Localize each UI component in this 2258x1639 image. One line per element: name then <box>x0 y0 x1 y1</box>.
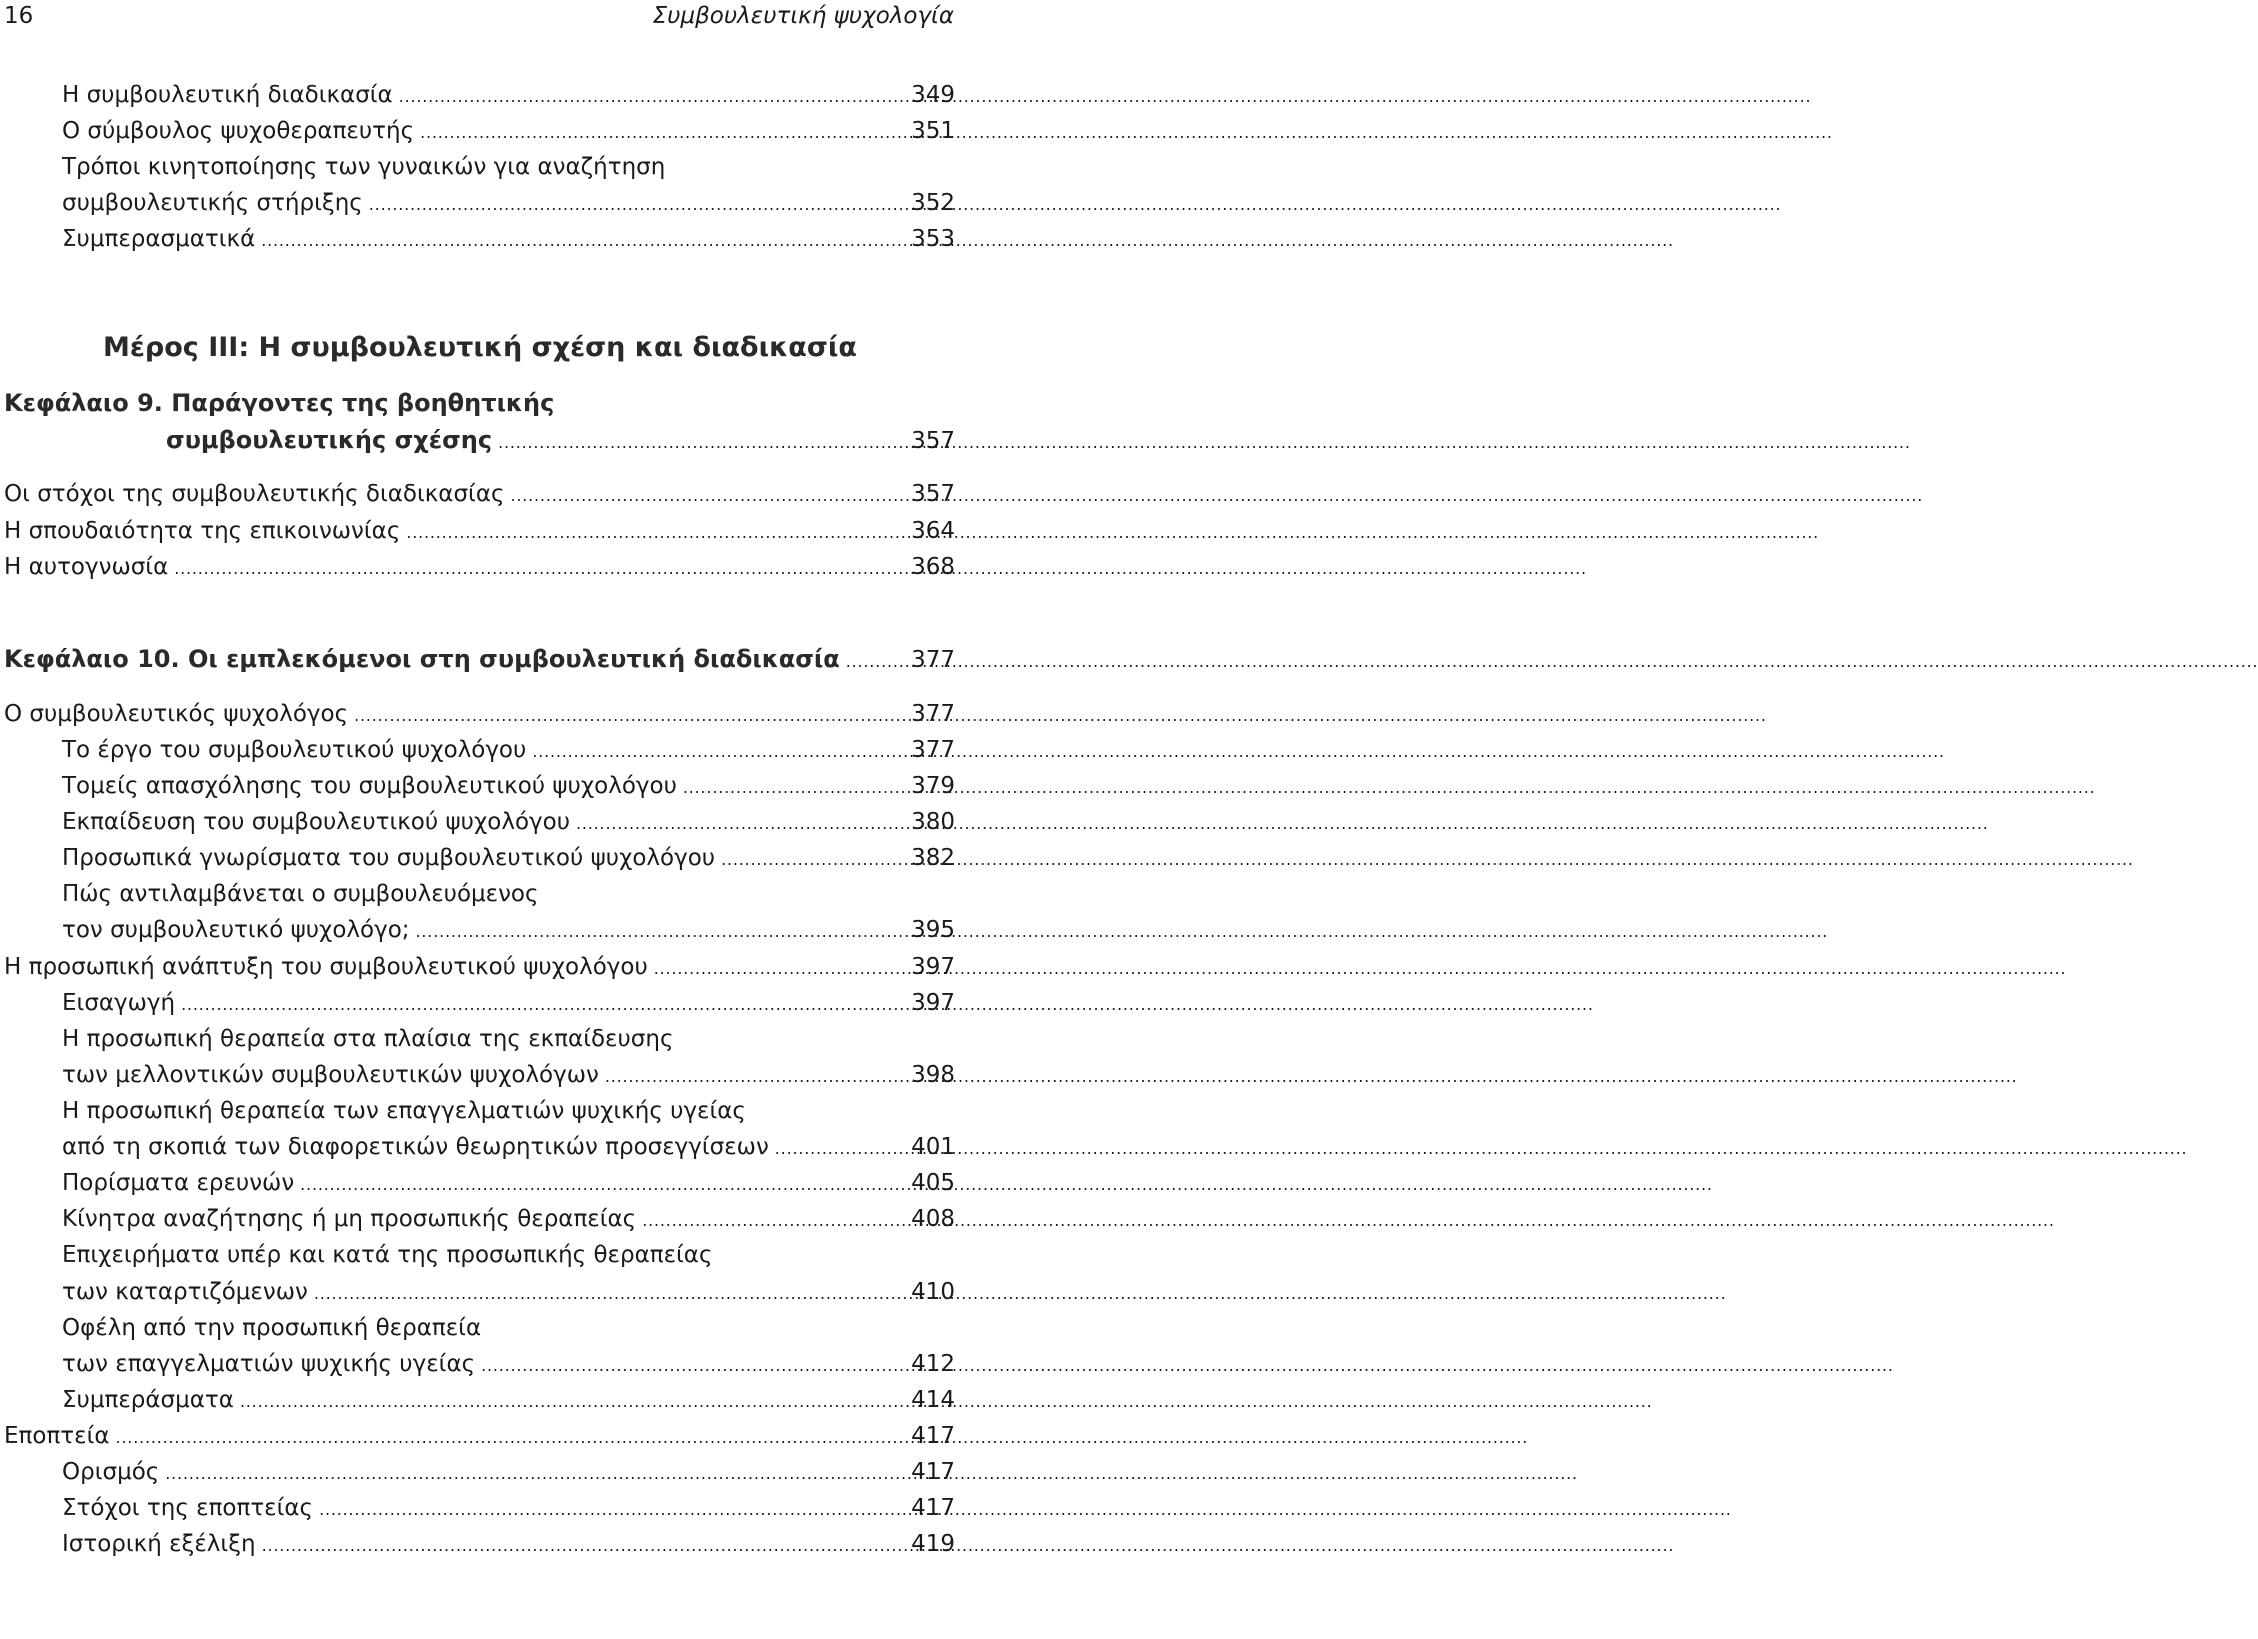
toc-entry[interactable]: Η αυτογνωσία ..... 368 <box>4 548 955 586</box>
chapter-10-entry[interactable]: Κεφάλαιο 10. Οι εμπλεκόμενοι στη συμβουλευτική διαδικασία ..... 377 <box>4 640 955 678</box>
toc-entry-line1[interactable]: Τρόποι κινητοποίησης των γυναικών για αναζήτηση <box>62 154 666 180</box>
toc-entry[interactable]: Προσωπικά γνωρίσματα του συμβουλευτικού ψυχολόγου ..... 382 <box>62 839 955 877</box>
running-title: Συμβουλευτική ψυχολογία <box>652 3 954 29</box>
toc-entry-line1[interactable]: Η προσωπική θεραπεία των επαγγελματιών ψυχικής υγείας <box>62 1098 746 1124</box>
toc-entry-line1[interactable]: Η προσωπική θεραπεία στα πλαίσια της εκπαίδευσης <box>62 1026 674 1052</box>
toc-entry[interactable]: από τη σκοπιά των διαφορετικών θεωρητικών προσεγγίσεων ..... 401 <box>62 1128 955 1166</box>
toc-entry[interactable]: Η σπουδαιότητα της επικοινωνίας ..... 364 <box>4 512 955 550</box>
toc-entry[interactable]: Η προσωπική ανάπτυξη του συμβουλευτικού ψυχολόγου ..... 397 <box>4 948 955 986</box>
toc-entry[interactable]: των μελλοντικών συμβουλευτικών ψυχολόγων ..... 398 <box>62 1056 955 1094</box>
toc-entry[interactable]: Εισαγωγή ..... 397 <box>62 984 955 1022</box>
chapter-9-entry[interactable]: συμβουλευτικής σχέσης ..... 357 <box>166 421 955 459</box>
toc-entry[interactable]: των καταρτιζόμενων ..... 410 <box>62 1273 955 1311</box>
toc-entry[interactable]: Εκπαίδευση του συμβουλευτικού ψυχολόγου ..... 380 <box>62 803 955 841</box>
toc-entry-line1[interactable]: Πώς αντιλαμβάνεται ο συμβουλευόμενος <box>62 881 539 907</box>
part-heading: Μέρος III: Η συμβουλευτική σχέση και διαδικασία <box>103 332 857 363</box>
toc-entry[interactable]: Η συμβουλευτική διαδικασία ..... 349 <box>62 76 955 114</box>
chapter-9-title-line1[interactable]: Κεφάλαιο 9. Παράγοντες της βοηθητικής <box>4 389 555 417</box>
toc-entry[interactable]: Στόχοι της εποπτείας ..... 417 <box>62 1489 955 1527</box>
toc-entry[interactable]: Πορίσματα ερευνών ..... 405 <box>62 1164 955 1202</box>
toc-entry[interactable]: τον συμβουλευτικό ψυχολόγο; ..... 395 <box>62 911 955 949</box>
toc-entry[interactable]: Τομείς απασχόλησης του συμβουλευτικού ψυχολόγου ..... 379 <box>62 767 955 805</box>
toc-entry[interactable]: Συμπεράσματα ..... 414 <box>62 1381 955 1419</box>
toc-entry-line1[interactable]: Επιχειρήματα υπέρ και κατά της προσωπικής θεραπείας <box>62 1242 713 1268</box>
toc-entry[interactable]: των επαγγελματιών ψυχικής υγείας ..... 412 <box>62 1345 955 1383</box>
toc-entry[interactable]: Ιστορική εξέλιξη ..... 419 <box>62 1525 955 1563</box>
page-number: 16 <box>4 3 34 29</box>
toc-entry[interactable]: Συμπερασματικά ..... 353 <box>62 220 955 258</box>
toc-entry-line1[interactable]: Οφέλη από την προσωπική θεραπεία <box>62 1315 482 1341</box>
toc-entry[interactable]: Ορισμός ..... 417 <box>62 1453 955 1491</box>
toc-entry[interactable]: Το έργο του συμβουλευτικού ψυχολόγου ..... 377 <box>62 731 955 769</box>
page-header <box>4 0 954 32</box>
toc-entry[interactable]: Κίνητρα αναζήτησης ή μη προσωπικής θεραπείας ..... 408 <box>62 1200 955 1238</box>
toc-entry[interactable]: Εποπτεία ..... 417 <box>4 1417 955 1455</box>
toc-entry[interactable]: Ο συμβουλευτικός ψυχολόγος ..... 377 <box>4 695 955 733</box>
toc-entry[interactable]: Οι στόχοι της συμβουλευτικής διαδικασίας ..... 357 <box>4 475 955 513</box>
toc-entry[interactable]: συμβουλευτικής στήριξης ..... 352 <box>62 184 955 222</box>
toc-entry[interactable]: Ο σύμβουλος ψυχοθεραπευτής ..... 351 <box>62 112 955 150</box>
